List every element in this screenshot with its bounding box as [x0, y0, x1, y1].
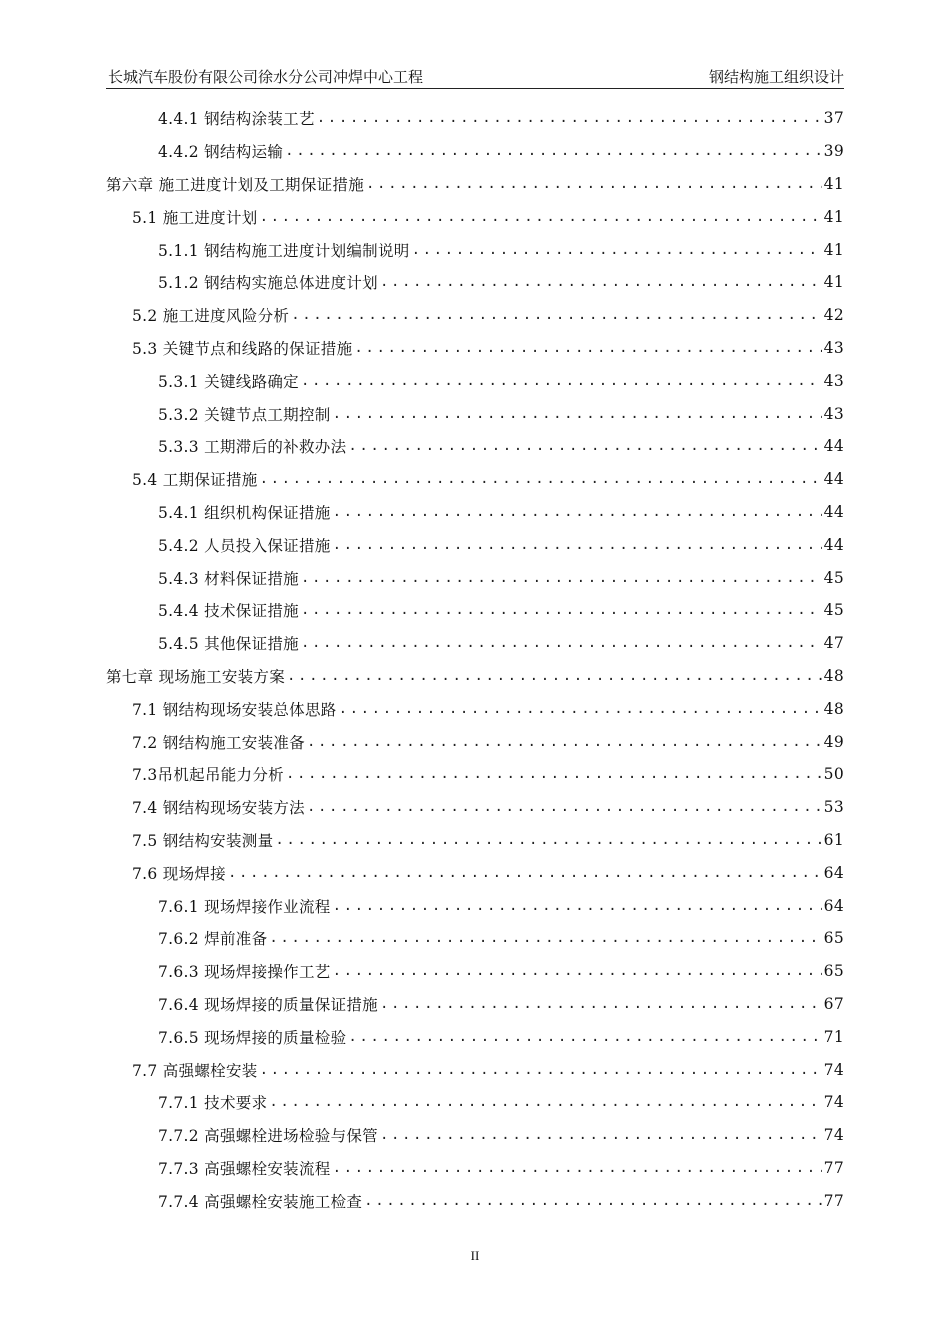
toc-entry[interactable] [106, 135, 844, 168]
toc-entry[interactable] [106, 660, 844, 693]
toc-dot-leader [380, 1127, 822, 1143]
toc-entry-title: 5.4.1 组织机构保证措施 [158, 503, 331, 522]
header-project-title: 长城汽车股份有限公司徐水分公司冲焊中心工程 [108, 68, 424, 86]
toc-entry-page: 45 [823, 601, 844, 620]
toc-entry-page: 43 [823, 404, 844, 423]
toc-entry-page: 77 [823, 1158, 844, 1177]
toc-entry-title: 5.4.3 材料保证措施 [158, 569, 299, 588]
toc-entry-page: 45 [823, 568, 844, 587]
toc-dot-leader [307, 799, 822, 815]
toc-entry-page: 50 [823, 765, 844, 784]
toc-entry-title: 7.7.2 高强螺栓进场检验与保管 [158, 1127, 378, 1146]
toc-entry-page: 44 [823, 535, 844, 554]
toc-entry-page: 67 [823, 994, 844, 1013]
toc-entry-page: 44 [823, 502, 844, 521]
header-document-title: 钢结构施工组织设计 [708, 68, 844, 86]
toc-dot-leader [333, 537, 822, 553]
toc-entry-title: 5.4.4 技术保证措施 [158, 602, 299, 621]
table-of-contents [106, 102, 844, 1217]
toc-entry-title: 7.5 钢结构安装测量 [132, 831, 274, 850]
toc-entry-page: 43 [823, 338, 844, 357]
toc-entry[interactable] [106, 627, 844, 660]
toc-entry[interactable] [106, 528, 844, 561]
toc-entry-page: 61 [823, 830, 844, 849]
toc-entry-page: 74 [823, 1093, 844, 1112]
toc-dot-leader [348, 438, 821, 454]
toc-entry[interactable] [106, 1053, 844, 1086]
toc-dot-leader [307, 734, 822, 750]
toc-entry-page: 77 [823, 1191, 844, 1210]
toc-entry[interactable] [106, 1152, 844, 1185]
toc-dot-leader [301, 635, 822, 651]
toc-dot-leader [285, 143, 822, 159]
toc-dot-leader [333, 963, 822, 979]
toc-entry-title: 第七章 现场施工安装方案 [106, 667, 286, 686]
toc-entry-title: 4.4.1 钢结构涂装工艺 [158, 110, 315, 129]
toc-entry[interactable] [106, 168, 844, 201]
toc-entry-page: 71 [823, 1027, 844, 1046]
toc-entry-page: 65 [823, 929, 844, 948]
toc-entry[interactable] [106, 397, 844, 430]
toc-entry-page: 48 [823, 699, 844, 718]
page-header [106, 62, 844, 89]
toc-entry-page: 39 [823, 142, 844, 161]
toc-entry-title: 4.4.2 钢结构运输 [158, 143, 284, 162]
toc-dot-leader [275, 832, 821, 848]
toc-entry-title: 5.3 关键节点和线路的保证措施 [132, 339, 353, 358]
toc-entry[interactable] [106, 299, 844, 332]
toc-entry-page: 47 [823, 634, 844, 653]
toc-entry[interactable] [106, 430, 844, 463]
toc-entry-title: 5.1.2 钢结构实施总体进度计划 [158, 274, 378, 293]
toc-entry[interactable] [106, 1086, 844, 1119]
toc-entry[interactable] [106, 955, 844, 988]
toc-entry[interactable] [106, 1020, 844, 1053]
page-number: II [470, 1248, 480, 1263]
toc-dot-leader [269, 1094, 821, 1110]
toc-entry-title: 7.4 钢结构现场安装方法 [132, 799, 305, 818]
toc-entry-page: 74 [823, 1126, 844, 1145]
toc-entry[interactable] [106, 791, 844, 824]
toc-entry-page: 41 [823, 207, 844, 226]
toc-entry-page: 41 [823, 240, 844, 259]
toc-dot-leader [287, 668, 822, 684]
toc-entry-title: 7.6.1 现场焊接作业流程 [158, 897, 331, 916]
toc-entry[interactable] [106, 1119, 844, 1152]
toc-dot-leader [301, 602, 822, 618]
toc-dot-leader [301, 570, 822, 586]
toc-dot-leader [333, 406, 822, 422]
toc-entry-page: 53 [823, 798, 844, 817]
toc-entry-title: 5.2 施工进度风险分析 [132, 307, 290, 326]
toc-entry-page: 48 [823, 666, 844, 685]
toc-entry[interactable] [106, 889, 844, 922]
toc-entry[interactable] [106, 824, 844, 857]
toc-entry-title: 7.6 现场焊接 [132, 864, 226, 883]
toc-entry[interactable] [106, 266, 844, 299]
toc-entry-page: 42 [823, 306, 844, 325]
toc-dot-leader [228, 865, 822, 881]
toc-dot-leader [348, 1029, 821, 1045]
toc-entry-title: 5.4.2 人员投入保证措施 [158, 536, 331, 555]
toc-dot-leader [333, 898, 822, 914]
toc-entry-title: 7.6.3 现场焊接操作工艺 [158, 963, 331, 982]
toc-dot-leader [260, 1062, 822, 1078]
toc-entry-title: 7.6.2 焊前准备 [158, 930, 268, 949]
toc-entry-page: 65 [823, 962, 844, 981]
toc-entry[interactable] [106, 856, 844, 889]
toc-dot-leader [260, 209, 822, 225]
toc-dot-leader [333, 504, 822, 520]
toc-entry[interactable] [106, 364, 844, 397]
toc-dot-leader [291, 307, 821, 323]
toc-entry[interactable] [106, 233, 844, 266]
toc-entry[interactable] [106, 725, 844, 758]
toc-entry[interactable] [106, 102, 844, 135]
toc-entry[interactable] [106, 594, 844, 627]
toc-dot-leader [317, 110, 822, 126]
toc-entry-page: 44 [823, 470, 844, 489]
toc-entry-title: 5.1 施工进度计划 [132, 208, 258, 227]
toc-dot-leader [260, 471, 822, 487]
toc-entry-page: 37 [823, 109, 844, 128]
toc-dot-leader [380, 274, 822, 290]
toc-dot-leader [380, 996, 822, 1012]
toc-entry-title: 7.7.4 高强螺栓安装施工检查 [158, 1192, 363, 1211]
toc-entry-title: 5.3.2 关键节点工期控制 [158, 405, 331, 424]
toc-entry[interactable] [106, 988, 844, 1021]
toc-entry-title: 7.7 高强螺栓安装 [132, 1061, 258, 1080]
toc-entry-title: 7.6.5 现场焊接的质量检验 [158, 1028, 347, 1047]
toc-entry-title: 7.1 钢结构现场安装总体思路 [132, 700, 337, 719]
toc-entry-page: 74 [823, 1060, 844, 1079]
toc-entry-page: 44 [823, 437, 844, 456]
toc-entry[interactable] [106, 692, 844, 725]
toc-dot-leader [339, 701, 822, 717]
toc-entry[interactable] [106, 561, 844, 594]
toc-entry[interactable] [106, 332, 844, 365]
toc-entry-page: 43 [823, 371, 844, 390]
toc-dot-leader [364, 1193, 822, 1209]
toc-entry-page: 41 [823, 273, 844, 292]
toc-entry-title: 7.6.4 现场焊接的质量保证措施 [158, 995, 378, 1014]
toc-entry[interactable] [106, 758, 844, 791]
toc-entry-title: 5.4.5 其他保证措施 [158, 635, 299, 654]
toc-entry[interactable] [106, 496, 844, 529]
toc-entry-title: 5.4 工期保证措施 [132, 471, 258, 490]
toc-entry-page: 41 [823, 174, 844, 193]
toc-entry-title: 7.2 钢结构施工安装准备 [132, 733, 305, 752]
toc-entry-page: 49 [823, 732, 844, 751]
toc-entry-page: 64 [823, 863, 844, 882]
toc-entry-title: 5.3.1 关键线路确定 [158, 372, 299, 391]
toc-entry[interactable] [106, 922, 844, 955]
toc-dot-leader [269, 930, 821, 946]
toc-dot-leader [286, 766, 822, 782]
toc-entry-title: 7.7.1 技术要求 [158, 1094, 268, 1113]
toc-dot-leader [366, 176, 822, 192]
toc-entry[interactable] [106, 463, 844, 496]
toc-entry-page: 64 [823, 896, 844, 915]
toc-entry[interactable] [106, 200, 844, 233]
toc-entry-title: 5.1.1 钢结构施工进度计划编制说明 [158, 241, 410, 260]
toc-entry-title: 5.3.3 工期滞后的补救办法 [158, 438, 347, 457]
toc-dot-leader [354, 340, 821, 356]
toc-dot-leader [301, 373, 822, 389]
toc-entry-title: 7.7.3 高强螺栓安装流程 [158, 1159, 331, 1178]
toc-entry-title: 第六章 施工进度计划及工期保证措施 [106, 175, 365, 194]
toc-dot-leader [333, 1160, 822, 1176]
toc-entry-title: 7.3吊机起吊能力分析 [132, 766, 284, 785]
toc-entry[interactable] [106, 1184, 844, 1217]
toc-dot-leader [412, 242, 822, 258]
